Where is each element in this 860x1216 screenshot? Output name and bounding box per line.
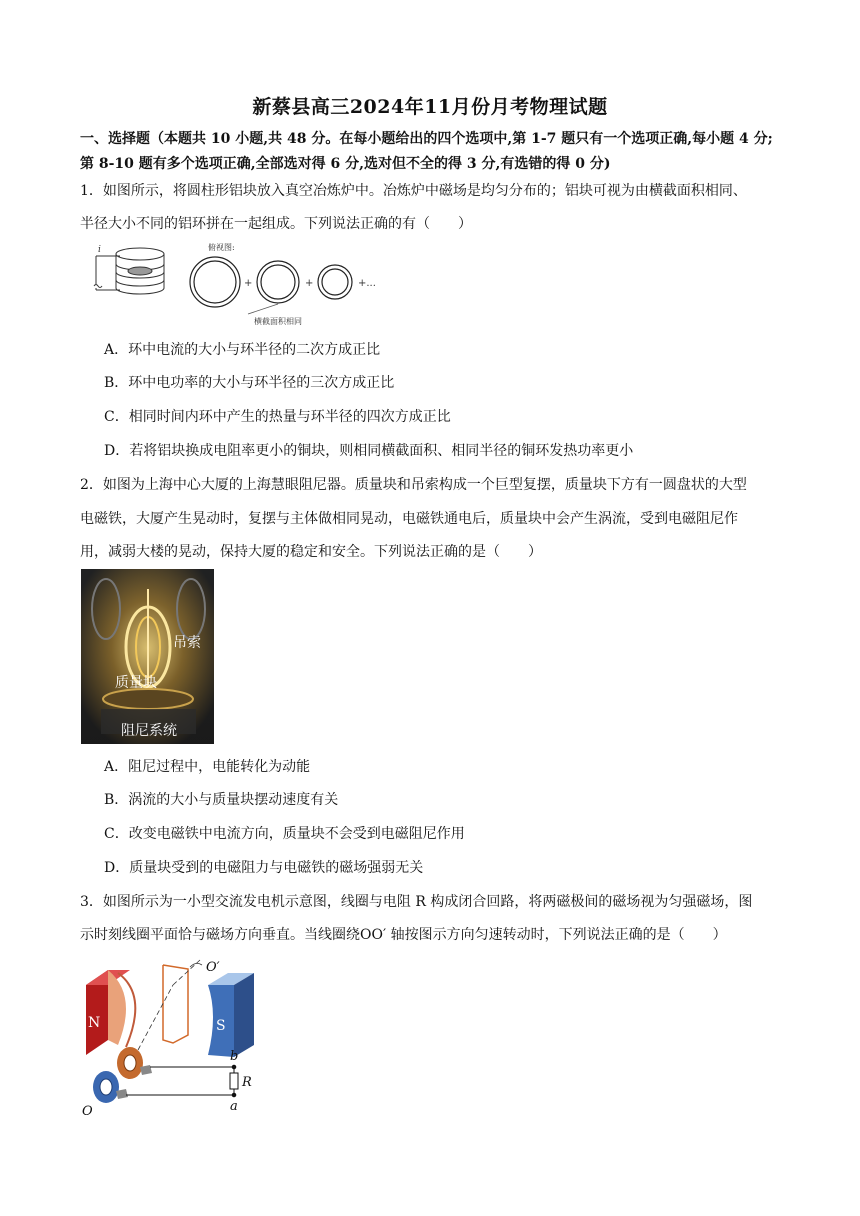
q1-option-a: A．环中电流的大小与环半径的二次方成正比 <box>104 342 381 358</box>
photo-label-mass-block: 质量块 <box>115 675 157 691</box>
plus-sign-1: + <box>244 278 253 289</box>
current-label-i: i <box>98 245 101 255</box>
q2-option-c: C．改变电磁铁中电流方向，质量块不会受到电磁阻尼作用 <box>104 826 465 842</box>
terminal-b-label: b <box>230 1049 239 1064</box>
q2-damper-photo <box>81 569 214 744</box>
plus-sign-2: + <box>305 278 314 289</box>
q1-option-c: C．相同时间内环中产生的热量与环半径的四次方成正比 <box>104 409 451 425</box>
axis-label-o: O <box>82 1104 93 1119</box>
magnet-n-label: N <box>88 1015 101 1031</box>
terminal-a-label: a <box>230 1099 238 1114</box>
q3-generator-diagram <box>78 955 268 1120</box>
q2-option-b: B．涡流的大小与质量块摆动速度有关 <box>104 792 339 808</box>
large-ring <box>190 257 240 307</box>
small-ring <box>318 265 352 299</box>
q3-stem-line1: 3．如图所示为一小型交流发电机示意图，线圈与电阻 R 构成闭合回路，将两磁极间的磁场视为匀强磁场，图 <box>80 894 753 910</box>
medium-ring <box>257 261 299 303</box>
q2-option-a: A．阻尼过程中，电能转化为动能 <box>104 759 311 775</box>
q2-stem-line2: 电磁铁，大厦产生晃动时，复摆与主体做相同晃动，电磁铁通电后，质量块中会产生涡流，受到电磁阻尼作 <box>80 511 738 527</box>
q1-option-b: B．环中电功率的大小与环半径的三次方成正比 <box>104 375 395 391</box>
q2-stem-line3: 用，减弱大楼的晃动，保持大厦的稳定和安全。下列说法正确的是（ ） <box>80 544 542 560</box>
axis-label-o-prime: O′ <box>206 960 220 975</box>
plus-sign-3: +... <box>358 278 376 289</box>
q1-stem-line1: 1．如图所示，将圆柱形铝块放入真空冶炼炉中。冶炼炉中磁场是均匀分布的；铝块可视为由横截面积相同、 <box>80 183 747 199</box>
top-view-label: 俯视图: <box>208 243 235 252</box>
section-heading-line1: 一、选择题（本题共 10 小题,共 48 分。在每小题给出的四个选项中,第 1-7 题只有一个选项正确,每小题 4 分; <box>80 131 773 147</box>
page-title: 新蔡县高三2024年11月份月考物理试题 <box>252 96 608 118</box>
q2-option-d: D．质量块受到的电磁阻力与电磁铁的磁场强弱无关 <box>104 860 424 876</box>
south-magnet <box>208 973 254 1057</box>
north-magnet <box>86 970 135 1055</box>
resistor-r <box>230 1073 238 1089</box>
q3-stem-line2: 示时刻线圈平面恰与磁场方向垂直。当线圈绕OO′ 轴按图示方向匀速转动时，下列说法正确的是（ ） <box>80 927 727 943</box>
q1-stem-line2: 半径大小不同的铝环拼在一起组成。下列说法正确的有（ ） <box>80 216 472 232</box>
q1-option-d: D．若将铝块换成电阻率更小的铜块，则相同横截面积、相同半径的铜环发热功率更小 <box>104 443 634 459</box>
section-heading-line2: 第 8-10 题有多个选项正确,全部选对得 6 分,选对但不全的得 3 分,有选错的得 0 分) <box>80 156 611 172</box>
magnet-s-label: S <box>216 1018 226 1034</box>
photo-label-cable: 吊索 <box>173 635 201 651</box>
cross-section-label: 横截面积相同 <box>254 317 302 326</box>
photo-label-damping-system: 阻尼系统 <box>121 723 177 739</box>
top-view-rings <box>190 242 376 326</box>
resistor-r-label: R <box>242 1075 252 1090</box>
coil <box>138 960 202 1050</box>
furnace-coil-diagram <box>94 245 164 294</box>
q2-stem-line1: 2．如图为上海中心大厦的上海慧眼阻尼器。质量块和吊索构成一个巨型复摆，质量块下方有一圆盘状的大型 <box>80 477 747 493</box>
q1-figure <box>88 240 388 328</box>
